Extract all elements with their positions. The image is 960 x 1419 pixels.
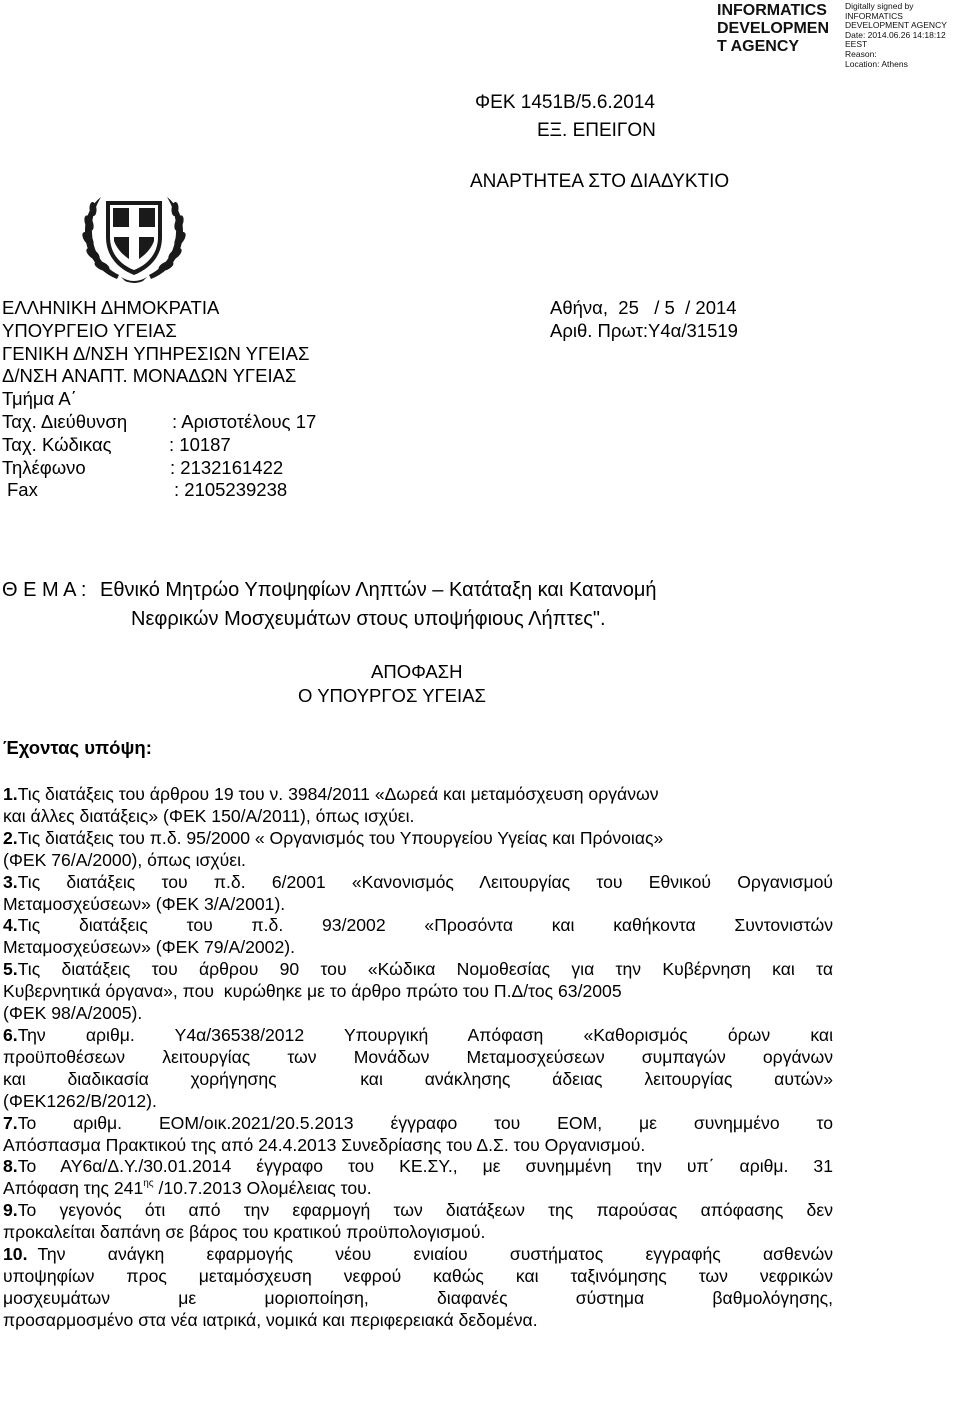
signature-meta-line: DEVELOPMENT AGENCY	[845, 20, 947, 31]
signature-meta-line: Reason:	[845, 48, 877, 59]
item-number: 5.	[3, 959, 18, 980]
list-item	[3, 1244, 833, 1332]
item-line: και άλλες διατάξεις» (ΦΕΚ 150/Α/2011), όπως ισχύει.	[3, 805, 415, 826]
contact-value: : 2105239238	[174, 479, 288, 501]
sender-line: Τμήμα Α΄	[2, 388, 77, 410]
item-line	[3, 1178, 833, 1200]
signature-org-line: INFORMATICS	[717, 2, 827, 19]
contact-label: Ταχ. Κώδικας	[2, 433, 112, 455]
coat-of-arms-emblem	[79, 193, 189, 290]
item-line: Απόσπασμα Πρακτικού της από 24.4.2013 Συνεδρίασης του Δ.Σ. του Οργανισμού.	[3, 1134, 646, 1155]
list-item	[3, 1156, 833, 1200]
item-line: Κυβερνητικά όργανα», που κυρώθηκε με το άρθρο πρώτο του Π.Δ/τος 63/2005	[3, 981, 622, 1002]
item-line: Τις διατάξεις του άρθρου 90 του «Κώδικα Νομοθεσίας για την Κυβέρνηση και τα	[17, 959, 833, 980]
minister-title: Ο ΥΠΟΥΡΓΟΣ ΥΓΕΙΑΣ	[298, 685, 486, 706]
subject-line-1	[2, 576, 657, 605]
item-number: 3.	[3, 871, 18, 892]
list-item	[3, 959, 833, 1025]
item-line: Τις διατάξεις του π.δ. 6/2001 «Κανονισμός Λειτουργίας του Εθνικού Οργανισμού	[17, 871, 833, 892]
sender-line: ΕΛΛΗΝΙΚΗ ΔΗΜΟΚΡΑΤΙΑ	[2, 297, 220, 318]
item-line: Το γεγονός ότι από την εφαρμογή των διατάξεων της παρούσας απόφασης δεν	[17, 1200, 833, 1221]
item-line: προϋποθέσεων λειτουργίας των Μονάδων Μεταμοσχεύσεων συμπαγών οργάνων	[3, 1046, 833, 1067]
list-item	[3, 1200, 833, 1244]
item-line: Τις διατάξεις του π.δ. 95/2000 « Οργανισμός του Υπουργείου Υγείας και Πρόνοιας»	[17, 827, 664, 848]
item-number: 8.	[3, 1156, 18, 1177]
subject-line-2: Νεφρικών Μοσχευμάτων στους υποψήφιους Λήπτες".	[131, 608, 606, 630]
list-item	[3, 1113, 833, 1157]
item-line: Μεταμοσχεύσεων» (ΦΕΚ 79/Α/2002).	[3, 937, 295, 958]
posting-label: ΑΝΑΡΤΗΤΕΑ ΣΤΟ ΔΙΑΔΥΚΤΙΟ	[470, 171, 730, 192]
contact-value: : 10187	[169, 433, 231, 455]
contact-value: : 2132161422	[170, 456, 284, 478]
decision-title: ΑΠΟΦΑΣΗ	[371, 661, 463, 682]
item-number: 9.	[3, 1200, 18, 1221]
urgent-label: ΕΞ. ΕΠΕΙΓΟΝ	[537, 120, 656, 141]
item-line: Τις διατάξεις του π.δ. 93/2002 «Προσόντα και καθήκοντα Συντονιστών	[17, 915, 833, 936]
list-item	[3, 915, 833, 959]
item-number: 2.	[3, 827, 18, 848]
item-line-text: /10.7.2013 Ολομέλειας του.	[153, 1178, 372, 1199]
list-item	[3, 784, 833, 828]
sender-line: Δ/ΝΣΗ ΑΝΑΠΤ. ΜΟΝΑΔΩΝ ΥΓΕΙΑΣ	[2, 365, 297, 387]
item-line-text: Απόφαση της 241	[3, 1178, 144, 1199]
item-line: υποψηφίων προς μεταμόσχευση νεφρού καθώς και ταξινόμησης των νεφρικών	[3, 1265, 833, 1286]
item-line: Το αριθμ. ΕΟΜ/οικ.2021/20.5.2013 έγγραφο του ΕΟΜ, με συνημμένο το	[17, 1112, 833, 1133]
item-line: Μεταμοσχεύσεων» (ΦΕΚ 3/Α/2001).	[3, 893, 286, 914]
list-item	[3, 1025, 833, 1113]
subject-label: Θ Ε Μ Α :	[2, 579, 87, 601]
item-line: προκαλείται δαπάνη σε βάρος του κρατικού προϋπολογισμού.	[3, 1222, 486, 1243]
signature-meta-line: Location: Athens	[845, 58, 908, 69]
list-item	[3, 872, 833, 916]
item-line: Την ανάγκη εφαρμογής νέου ενιαίου συστήματος εγγραφής ασθενών	[37, 1244, 833, 1265]
list-item	[3, 828, 833, 872]
contact-row	[2, 434, 309, 457]
signature-org-line: DEVELOPMEN	[717, 20, 830, 37]
item-line: Την αριθμ. Υ4α/36538/2012 Υπουργική Απόφαση «Καθορισμός όρων και	[17, 1024, 833, 1045]
signature-meta-line: INFORMATICS	[845, 10, 903, 21]
contact-value: : Αριστοτέλους 17	[172, 410, 317, 432]
signature-meta-line: Date: 2014.06.26 14:18:12	[845, 29, 946, 40]
sender-block	[2, 297, 317, 502]
item-line: Τις διατάξεις του άρθρου 19 του ν. 3984/2011 «Δωρεά και μεταμόσχευση οργάνων	[17, 784, 659, 804]
date-protocol-block	[550, 297, 738, 343]
item-number: 7.	[3, 1112, 18, 1133]
ordinal-suffix: ης	[143, 1178, 154, 1190]
document-date: Αθήνα, 25 / 5 / 2014	[550, 297, 737, 318]
item-number: 1.	[3, 784, 18, 804]
item-line: (ΦΕΚ 98/Α/2005).	[3, 1003, 143, 1024]
item-number: 6.	[3, 1024, 18, 1045]
contact-label: Fax	[7, 479, 38, 501]
item-number: 4.	[3, 915, 18, 936]
item-line: και διαδικασία χορήγησης και ανάκλησης άδειας λειτουργίας αυτών»	[3, 1068, 833, 1089]
signature-meta-line: EEST	[845, 39, 868, 50]
item-number: 10.	[3, 1244, 28, 1265]
contact-label: Τηλέφωνο	[2, 456, 86, 478]
signature-details	[845, 2, 947, 69]
item-line: (ΦΕΚ 76/Α/2000), όπως ισχύει.	[3, 849, 246, 870]
protocol-number: Αριθ. Πρωτ:Υ4α/31519	[550, 319, 738, 341]
contact-label: Ταχ. Διεύθυνση	[2, 410, 128, 432]
signature-meta-line: Digitally signed by	[845, 1, 914, 11]
sender-line: ΓΕΝΙΚΗ Δ/ΝΣΗ ΥΠΗΡΕΣΙΩΝ ΥΓΕΙΑΣ	[2, 342, 310, 364]
contact-row	[2, 457, 309, 480]
item-line: (ΦΕΚ1262/Β/2012).	[3, 1090, 157, 1111]
signature-organization	[717, 2, 829, 56]
subject-text: Εθνικό Μητρώο Υποψηφίων Ληπτών – Κατάταξη και Κατανομή	[100, 579, 657, 601]
considerations-list	[3, 784, 833, 1332]
item-line: μοσχευμάτων με μοριοποίηση, διαφανές σύστημα βαθμολόγησης,	[3, 1287, 833, 1308]
fek-reference: ΦΕΚ 1451Β/5.6.2014	[475, 92, 655, 113]
contact-row	[2, 410, 317, 434]
signature-org-line: T AGENCY	[717, 38, 800, 55]
item-line: Το ΑΥ6α/Δ.Υ./30.01.2014 έγγραφο του ΚΕ.ΣΥ., με συνημμένη την υπ΄ αριθμ. 31	[17, 1156, 833, 1177]
contact-row	[2, 479, 309, 502]
having-in-view-heading: Έχοντας υπόψη:	[3, 737, 152, 758]
sender-line: ΥΠΟΥΡΓΕΙΟ ΥΓΕΙΑΣ	[2, 319, 177, 341]
item-line: προσαρμοσμένο στα νέα ιατρικά, νομικά και περιφερειακά δεδομένα.	[3, 1309, 538, 1330]
